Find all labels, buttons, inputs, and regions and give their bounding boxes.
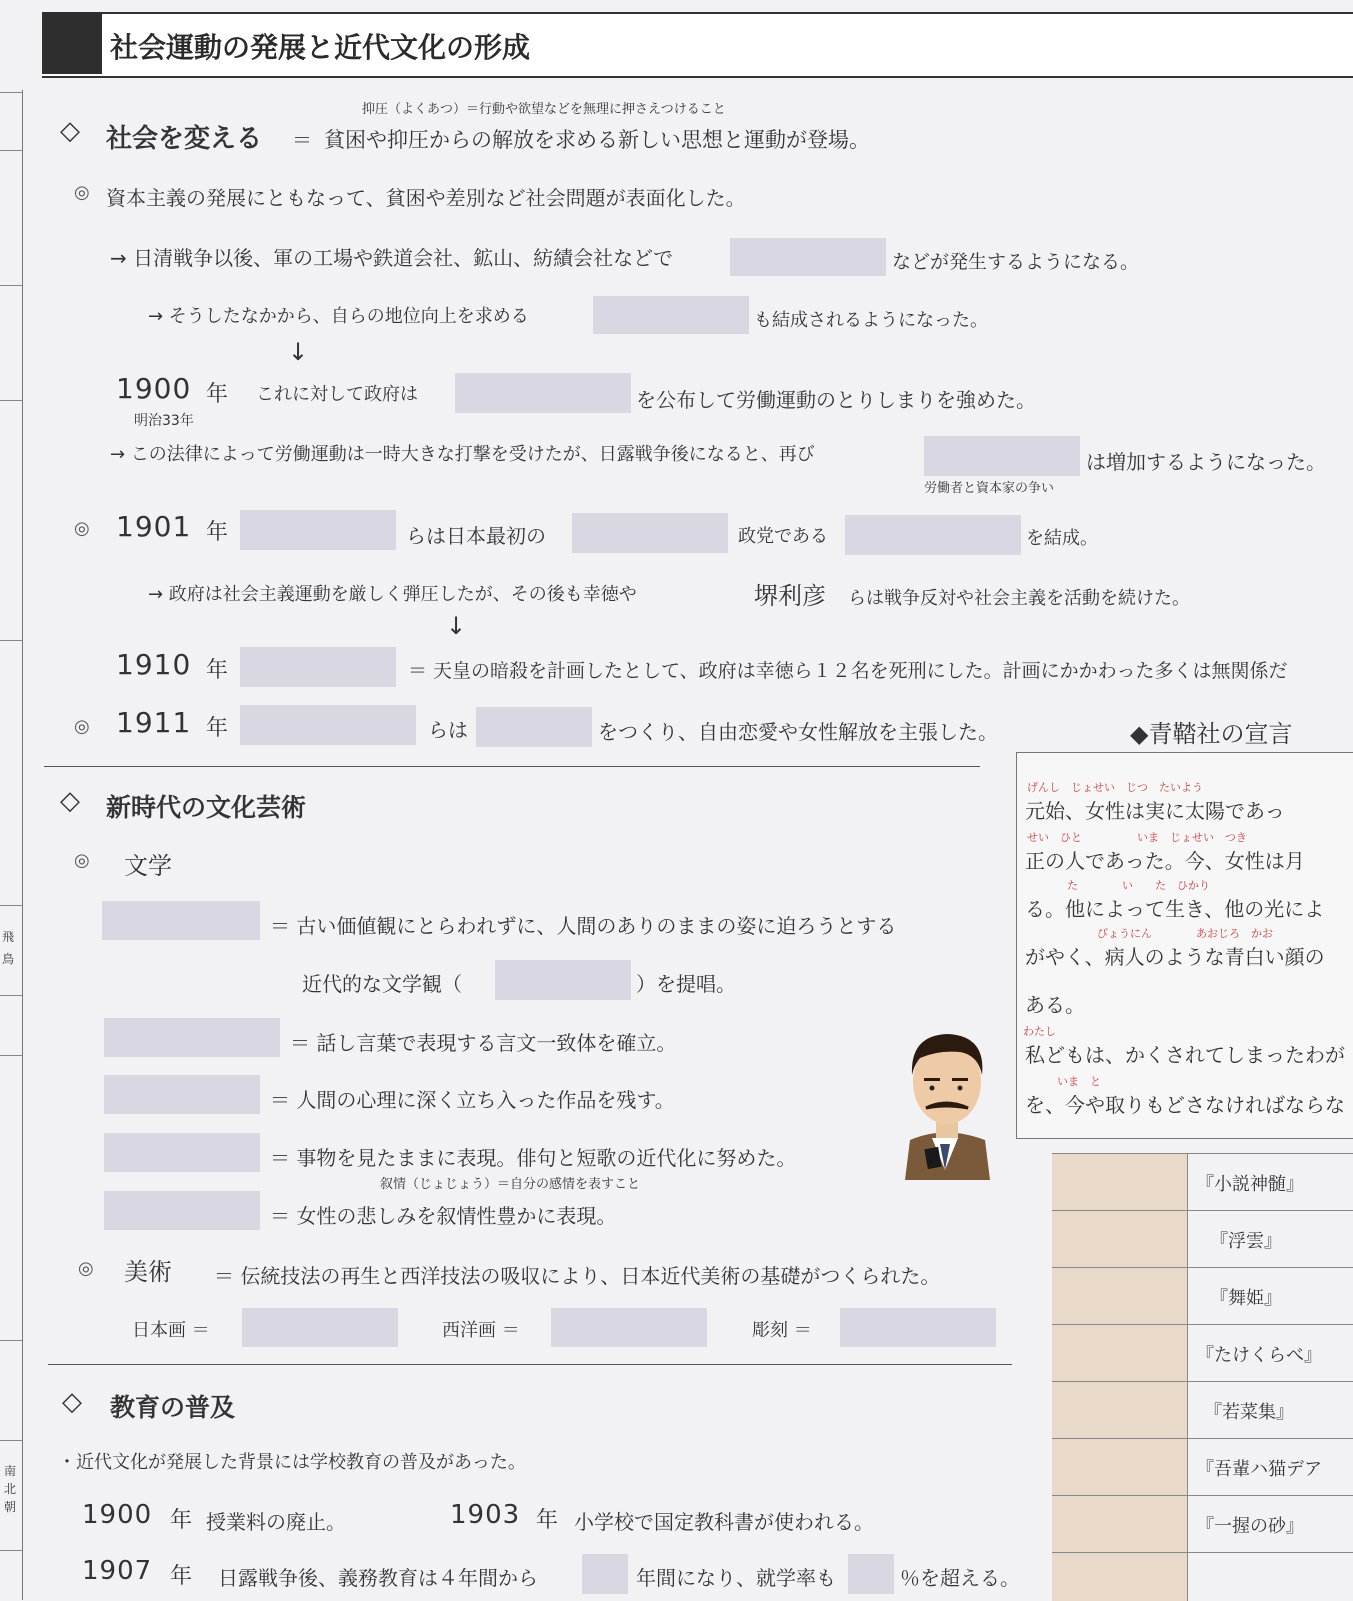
body-text: ・近代文化が発展した背景には学校教育の普及があった。 [58, 1452, 526, 1473]
down-arrow-icon: ↓ [288, 338, 309, 366]
year-suffix: 年 [170, 1508, 193, 1533]
answer-blank[interactable] [924, 436, 1080, 476]
answer-blank[interactable] [840, 1308, 996, 1347]
body-text: → 日清戦争以後、軍の工場や鉄道会社、鉱山、紡績会社などで [110, 246, 674, 270]
annotation-note: 抑圧（よくあつ）＝行動や欲望などを無理に押さえつけること [362, 102, 726, 117]
margin-divider [0, 1340, 22, 1341]
body-text: ）を提唱。 [636, 972, 736, 996]
year-label: 1900 [116, 372, 192, 405]
diamond-icon: ◇ [60, 116, 80, 146]
year-suffix: 年 [536, 1508, 559, 1533]
answer-cell[interactable] [1052, 1553, 1188, 1601]
table-row [1052, 1324, 1353, 1382]
bullet-icon: ◎ [78, 1258, 94, 1279]
section-heading-society: 社会を変える [106, 124, 263, 154]
bullet-icon: ◎ [74, 850, 90, 871]
table-row [1052, 1495, 1353, 1553]
section-divider [48, 1364, 1012, 1365]
body-text: → 政府は社会主義運動を厳しく弾圧したが、その後も幸徳や [148, 584, 637, 605]
bullet-icon: ◎ [74, 518, 90, 539]
ruby-text: びょうにん あおじろ かお [1097, 927, 1273, 940]
year-label: 1903 [450, 1500, 521, 1530]
work-title: 『浮雲』 [1210, 1231, 1282, 1252]
section-heading-education: 教育の普及 [110, 1393, 236, 1422]
answer-blank[interactable] [848, 1554, 894, 1594]
ruby-text: た い た ひかり [1067, 879, 1210, 892]
table-row [1052, 1381, 1353, 1439]
section-desc: 貧困や抑圧からの解放を求める新しい思想と運動が登場。 [324, 128, 870, 152]
work-title: 『舞姫』 [1210, 1288, 1282, 1309]
body-text: も結成されるようになった。 [754, 310, 988, 331]
declaration-line: ある。 [1025, 993, 1085, 1017]
body-text: らは戦争反対や社会主義を活動を続けた。 [848, 588, 1190, 609]
body-text: 政党である [738, 526, 828, 547]
year-suffix: 年 [206, 520, 229, 545]
body-text: 小学校で国定教科書が使われる。 [574, 1510, 874, 1534]
declaration-title: ◆青鞜社の宣言 [1130, 720, 1293, 748]
emphasis-name: 堺利彦 [754, 582, 826, 610]
year-suffix: 年 [206, 716, 229, 741]
body-text: は増加するようになった。 [1086, 450, 1326, 474]
year-suffix: 年 [170, 1564, 193, 1589]
body-text: をつくり、自由恋愛や女性解放を主張した。 [598, 720, 998, 744]
margin-rule [22, 90, 23, 1600]
declaration-line: がやく、病人のような青白い顔の [1025, 945, 1325, 969]
answer-blank[interactable] [242, 1308, 398, 1347]
margin-divider [0, 1440, 22, 1441]
margin-label: 飛 [2, 930, 15, 944]
margin-divider [0, 640, 22, 641]
body-text: ％を超える。 [900, 1566, 1020, 1590]
margin-label: 朝 [4, 1500, 17, 1514]
answer-blank[interactable] [240, 647, 396, 687]
answer-blank[interactable] [551, 1308, 707, 1347]
margin-divider [0, 1550, 22, 1551]
margin-divider [0, 400, 22, 401]
answer-cell[interactable] [1052, 1439, 1188, 1496]
body-text: ＝ 女性の悲しみを叙情性豊かに表現。 [270, 1204, 617, 1228]
answer-blank[interactable] [572, 513, 728, 553]
answer-cell[interactable] [1052, 1496, 1188, 1553]
body-text: らは [428, 718, 468, 742]
bullet-icon: ◎ [74, 716, 90, 737]
declaration-line: 私どもは、かくされてしまったわが [1025, 1043, 1345, 1067]
year-suffix: 年 [206, 658, 229, 683]
declaration-line: を、今や取りもどさなければならな [1025, 1093, 1345, 1117]
year-label: 1907 [82, 1556, 153, 1586]
table-row [1052, 1153, 1353, 1211]
author-portrait-illustration [890, 1020, 1000, 1180]
margin-divider [0, 995, 22, 996]
body-text: などが発生するようになる。 [892, 251, 1140, 273]
margin-divider [0, 285, 22, 286]
title-marker [42, 12, 102, 74]
year-suffix: 年 [206, 382, 229, 407]
answer-blank[interactable] [240, 705, 416, 745]
margin-divider [0, 905, 22, 906]
subheading-literature: 文学 [124, 852, 172, 880]
work-title: 『たけくらべ』 [1196, 1345, 1322, 1366]
answer-blank[interactable] [104, 1133, 260, 1172]
body-text: 年間になり、就学率も [636, 1566, 836, 1590]
answer-blank[interactable] [104, 1191, 260, 1230]
bullet-icon: ◎ [74, 182, 90, 203]
equals-sign: ＝ [292, 128, 312, 152]
body-text: 授業料の廃止。 [206, 1510, 346, 1534]
answer-cell[interactable] [1052, 1268, 1188, 1325]
declaration-line: 正の人であった。今、女性は月 [1025, 849, 1305, 873]
table-row [1052, 1267, 1353, 1325]
answer-blank[interactable] [730, 238, 886, 276]
answer-blank[interactable] [104, 1018, 280, 1057]
declaration-line: る。他によって生き、他の光によ [1025, 897, 1325, 921]
answer-blank[interactable] [582, 1554, 628, 1594]
diamond-icon: ◇ [60, 786, 80, 816]
body-text: らは日本最初の [406, 524, 546, 548]
answer-blank[interactable] [455, 373, 631, 413]
body-text: を公布して労働運動のとりしまりを強めた。 [636, 388, 1036, 412]
body-text: ＝ 人間の心理に深く立ち入った作品を残す。 [270, 1088, 675, 1112]
body-text: ＝ 話し言葉で表現する言文一致体を確立。 [290, 1031, 677, 1055]
year-label: 1910 [116, 648, 192, 681]
answer-cell[interactable] [1052, 1154, 1188, 1211]
body-text: → この法律によって労働運動は一時大きな打撃を受けたが、日露戦争後になると、再び [110, 444, 815, 465]
label-seiyoga: 西洋画 ＝ [442, 1320, 520, 1341]
table-row [1052, 1552, 1353, 1601]
era-note: 明治33年 [134, 413, 194, 429]
body-text: ＝ 伝統技法の再生と西洋技法の吸収により、日本近代美術の基礎がつくられた。 [214, 1264, 941, 1288]
ruby-text: いま と [1057, 1075, 1101, 1088]
margin-label: 鳥 [2, 952, 15, 966]
body-text: ＝ 事物を見たままに表現。俳句と短歌の近代化に努めた。 [270, 1146, 797, 1170]
answer-blank[interactable] [240, 510, 396, 550]
work-title: 『吾輩ハ猫デア [1196, 1459, 1322, 1480]
answer-blank[interactable] [102, 901, 260, 940]
answer-blank[interactable] [495, 960, 631, 1000]
ruby-text: わたし [1023, 1025, 1056, 1038]
margin-label: 南 [4, 1464, 17, 1478]
down-arrow-icon: ↓ [446, 612, 467, 640]
body-text: 日露戦争後、義務教育は４年間から [218, 1566, 538, 1590]
body-text: これに対して政府は [256, 384, 418, 405]
answer-blank[interactable] [593, 296, 749, 334]
section-divider [44, 766, 980, 767]
body-text: → そうしたなかから、自らの地位向上を求める [148, 306, 529, 327]
answer-blank[interactable] [104, 1075, 260, 1114]
body-text: ＝ 古い価値観にとらわれずに、人間のありのままの姿に迫ろうとする [270, 914, 897, 938]
body-text: ＝ 天皇の暗殺を計画したとして、政府は幸徳ら１２名を死刑にした。計画にかかわった多くは無関係だ [408, 660, 1288, 682]
table-row [1052, 1438, 1353, 1496]
answer-blank[interactable] [476, 707, 592, 747]
margin-label: 北 [4, 1482, 17, 1496]
label-nihonga: 日本画 ＝ [132, 1320, 210, 1341]
annotation-note: 労働者と資本家の争い [924, 481, 1055, 496]
body-text: を結成。 [1026, 528, 1098, 549]
margin-divider [0, 150, 22, 151]
section-heading-culture: 新時代の文化芸術 [106, 793, 307, 822]
subheading-art: 美術 [124, 1258, 172, 1286]
work-title: 『一握の砂』 [1196, 1516, 1304, 1537]
year-label: 1900 [82, 1500, 153, 1530]
body-text: 資本主義の発展にともなって、貧困や差別など社会問題が表面化した。 [106, 186, 746, 210]
work-title: 『小説神髄』 [1196, 1174, 1304, 1195]
answer-blank[interactable] [845, 515, 1021, 555]
diamond-icon: ◇ [62, 1387, 82, 1417]
answer-cell[interactable] [1052, 1382, 1188, 1439]
margin-divider [0, 1055, 22, 1056]
answer-cell[interactable] [1052, 1211, 1188, 1268]
margin-divider [0, 92, 22, 93]
declaration-box [1016, 752, 1353, 1139]
year-label: 1901 [116, 510, 192, 543]
page-title: 社会運動の発展と近代文化の形成 [110, 31, 531, 64]
ruby-text: せい ひと いま じょせい つき [1027, 831, 1247, 844]
work-title: 『若菜集』 [1204, 1402, 1294, 1423]
answer-cell[interactable] [1052, 1325, 1188, 1382]
label-choukoku: 彫刻 ＝ [752, 1320, 812, 1341]
table-row [1052, 1210, 1353, 1268]
annotation-note: 叙情（じょじょう）＝自分の感情を表すこと [380, 1177, 641, 1192]
year-label: 1911 [116, 706, 192, 739]
body-text: 近代的な文学観（ [302, 972, 462, 996]
declaration-line: 元始、女性は実に太陽であっ [1025, 799, 1285, 823]
ruby-text: げんし じょせい じつ たいよう [1027, 781, 1203, 794]
